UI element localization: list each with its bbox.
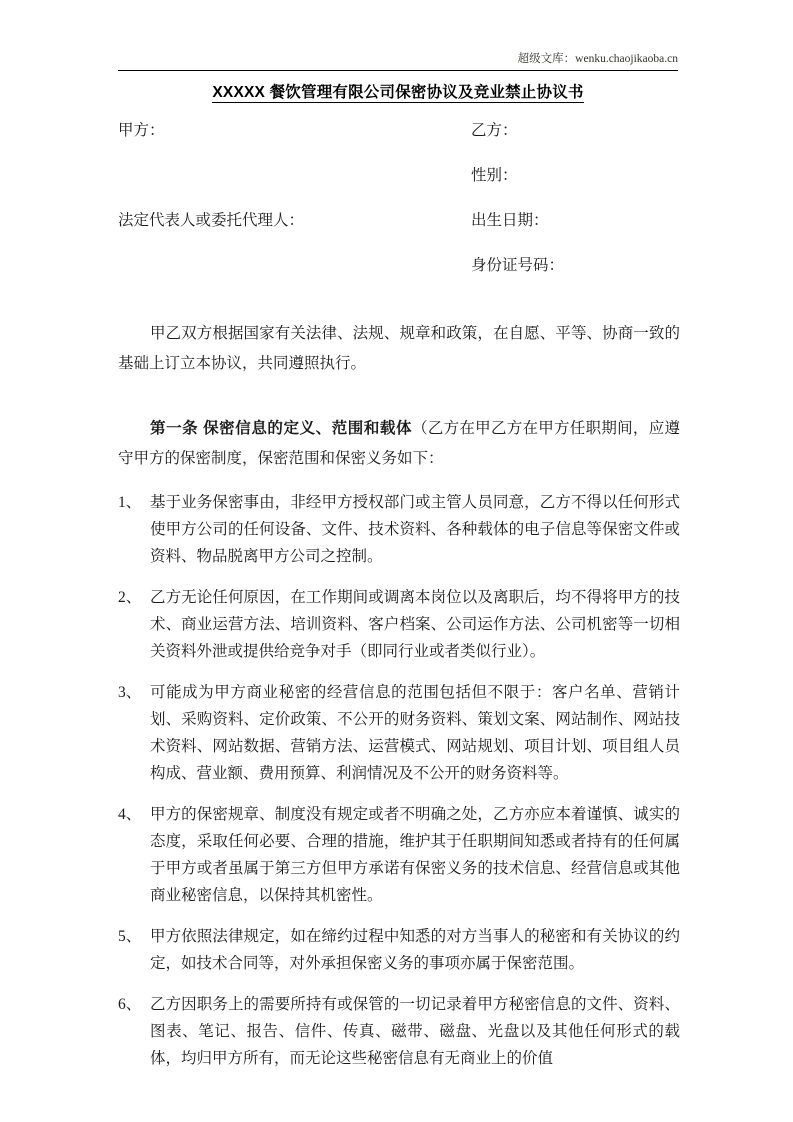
clause-marker: 3、 (118, 684, 142, 701)
article-one-heading-title: 第一条 保密信息的定义、范围和载体 (150, 419, 413, 437)
clause-marker: 5、 (118, 928, 142, 945)
field-id-number: 身份证号码： (471, 257, 565, 274)
field-birth-date: 出生日期： (471, 212, 549, 229)
article-one-clause-list (118, 489, 680, 1072)
document-title-text: XXXXX 餐饮管理有限公司保密协议及竞业禁止协议书 (212, 84, 584, 101)
clause-text: 可能成为甲方商业秘密的经营信息的范围包括但不限于：客户名单、营销计划、采购资料、定价政策、不公开的财务资料、策划文案、网站制作、网站技术资料、网站数据、营销方法、运营模式、网站规划、项目计划、项目组人员构成、营业额、费用预算、利润情况及不公开的财务资料等。 (150, 684, 680, 782)
watermark-text: 超级文库：wenku.chaojikaoba.cn (517, 53, 678, 65)
clause-text: 甲方依照法律规定，如在缔约过程中知悉的对方当事人的秘密和有关协议的约定，如技术合同等，对外承担保密义务的事项亦属于保密范围。 (150, 928, 680, 972)
clause-item (118, 801, 680, 909)
clause-marker: 2、 (118, 589, 142, 606)
clause-marker: 6、 (118, 996, 142, 1013)
clause-marker: 1、 (118, 494, 142, 511)
field-party-a: 甲方： (118, 122, 165, 139)
page-header (118, 52, 678, 79)
parties-block (118, 120, 680, 295)
clause-item (118, 923, 680, 977)
header-divider (118, 70, 678, 71)
clause-text: 甲方的保密规章、制度没有规定或者不明确之处，乙方亦应本着谨慎、诚实的态度，采取任何必要、合理的措施，维护其于任职期间知悉或者持有的任何属于甲方或者虽属于第三方但甲方承诺有保密义务的技术信息、经营信息或其他商业秘密信息，以保持其机密性。 (150, 806, 680, 904)
clause-item (118, 584, 680, 665)
field-legal-representative: 法定代表人或委托代理人： (118, 212, 305, 229)
clause-item (118, 679, 680, 787)
clause-text: 乙方因职务上的需要所持有或保管的一切记录着甲方秘密信息的文件、资料、图表、笔记、报告、信件、传真、磁带、磁盘、光盘以及其他任何形式的载体，均归甲方所有，而无论这些秘密信息有无商业上的价值 (150, 996, 680, 1067)
clause-item (118, 489, 680, 570)
field-party-b: 乙方： (471, 122, 518, 139)
clause-marker: 4、 (118, 806, 142, 823)
intro-paragraph: 甲乙双方根据国家有关法律、法规、规章和政策，在自愿、平等、协商一致的基础上订立本协议，共同遵照执行。 (118, 324, 680, 372)
clause-text: 基于业务保密事由，非经甲方授权部门或主管人员同意，乙方不得以任何形式使甲方公司的任何设备、文件、技术资料、各种载体的电子信息等保密文件或资料、物品脱离甲方公司之控制。 (150, 494, 680, 565)
article-one-heading (118, 414, 680, 474)
document-title (118, 82, 678, 104)
clause-text: 乙方无论任何原因，在工作期间或调离本岗位以及离职后，均不得将甲方的技术、商业运营方法、培训资料、客户档案、公司运作方法、公司机密等一切相关资料外泄或提供给竞争对手（即同行业或者类似行业）。 (150, 589, 680, 660)
field-gender: 性别： (471, 167, 518, 184)
article-one-heading-note: （乙方在甲乙方在甲方任职期间，应遵守甲方的保密制度，保密范围和保密义务如下： (118, 419, 680, 467)
clause-item (118, 991, 680, 1072)
article-one (118, 398, 680, 1072)
